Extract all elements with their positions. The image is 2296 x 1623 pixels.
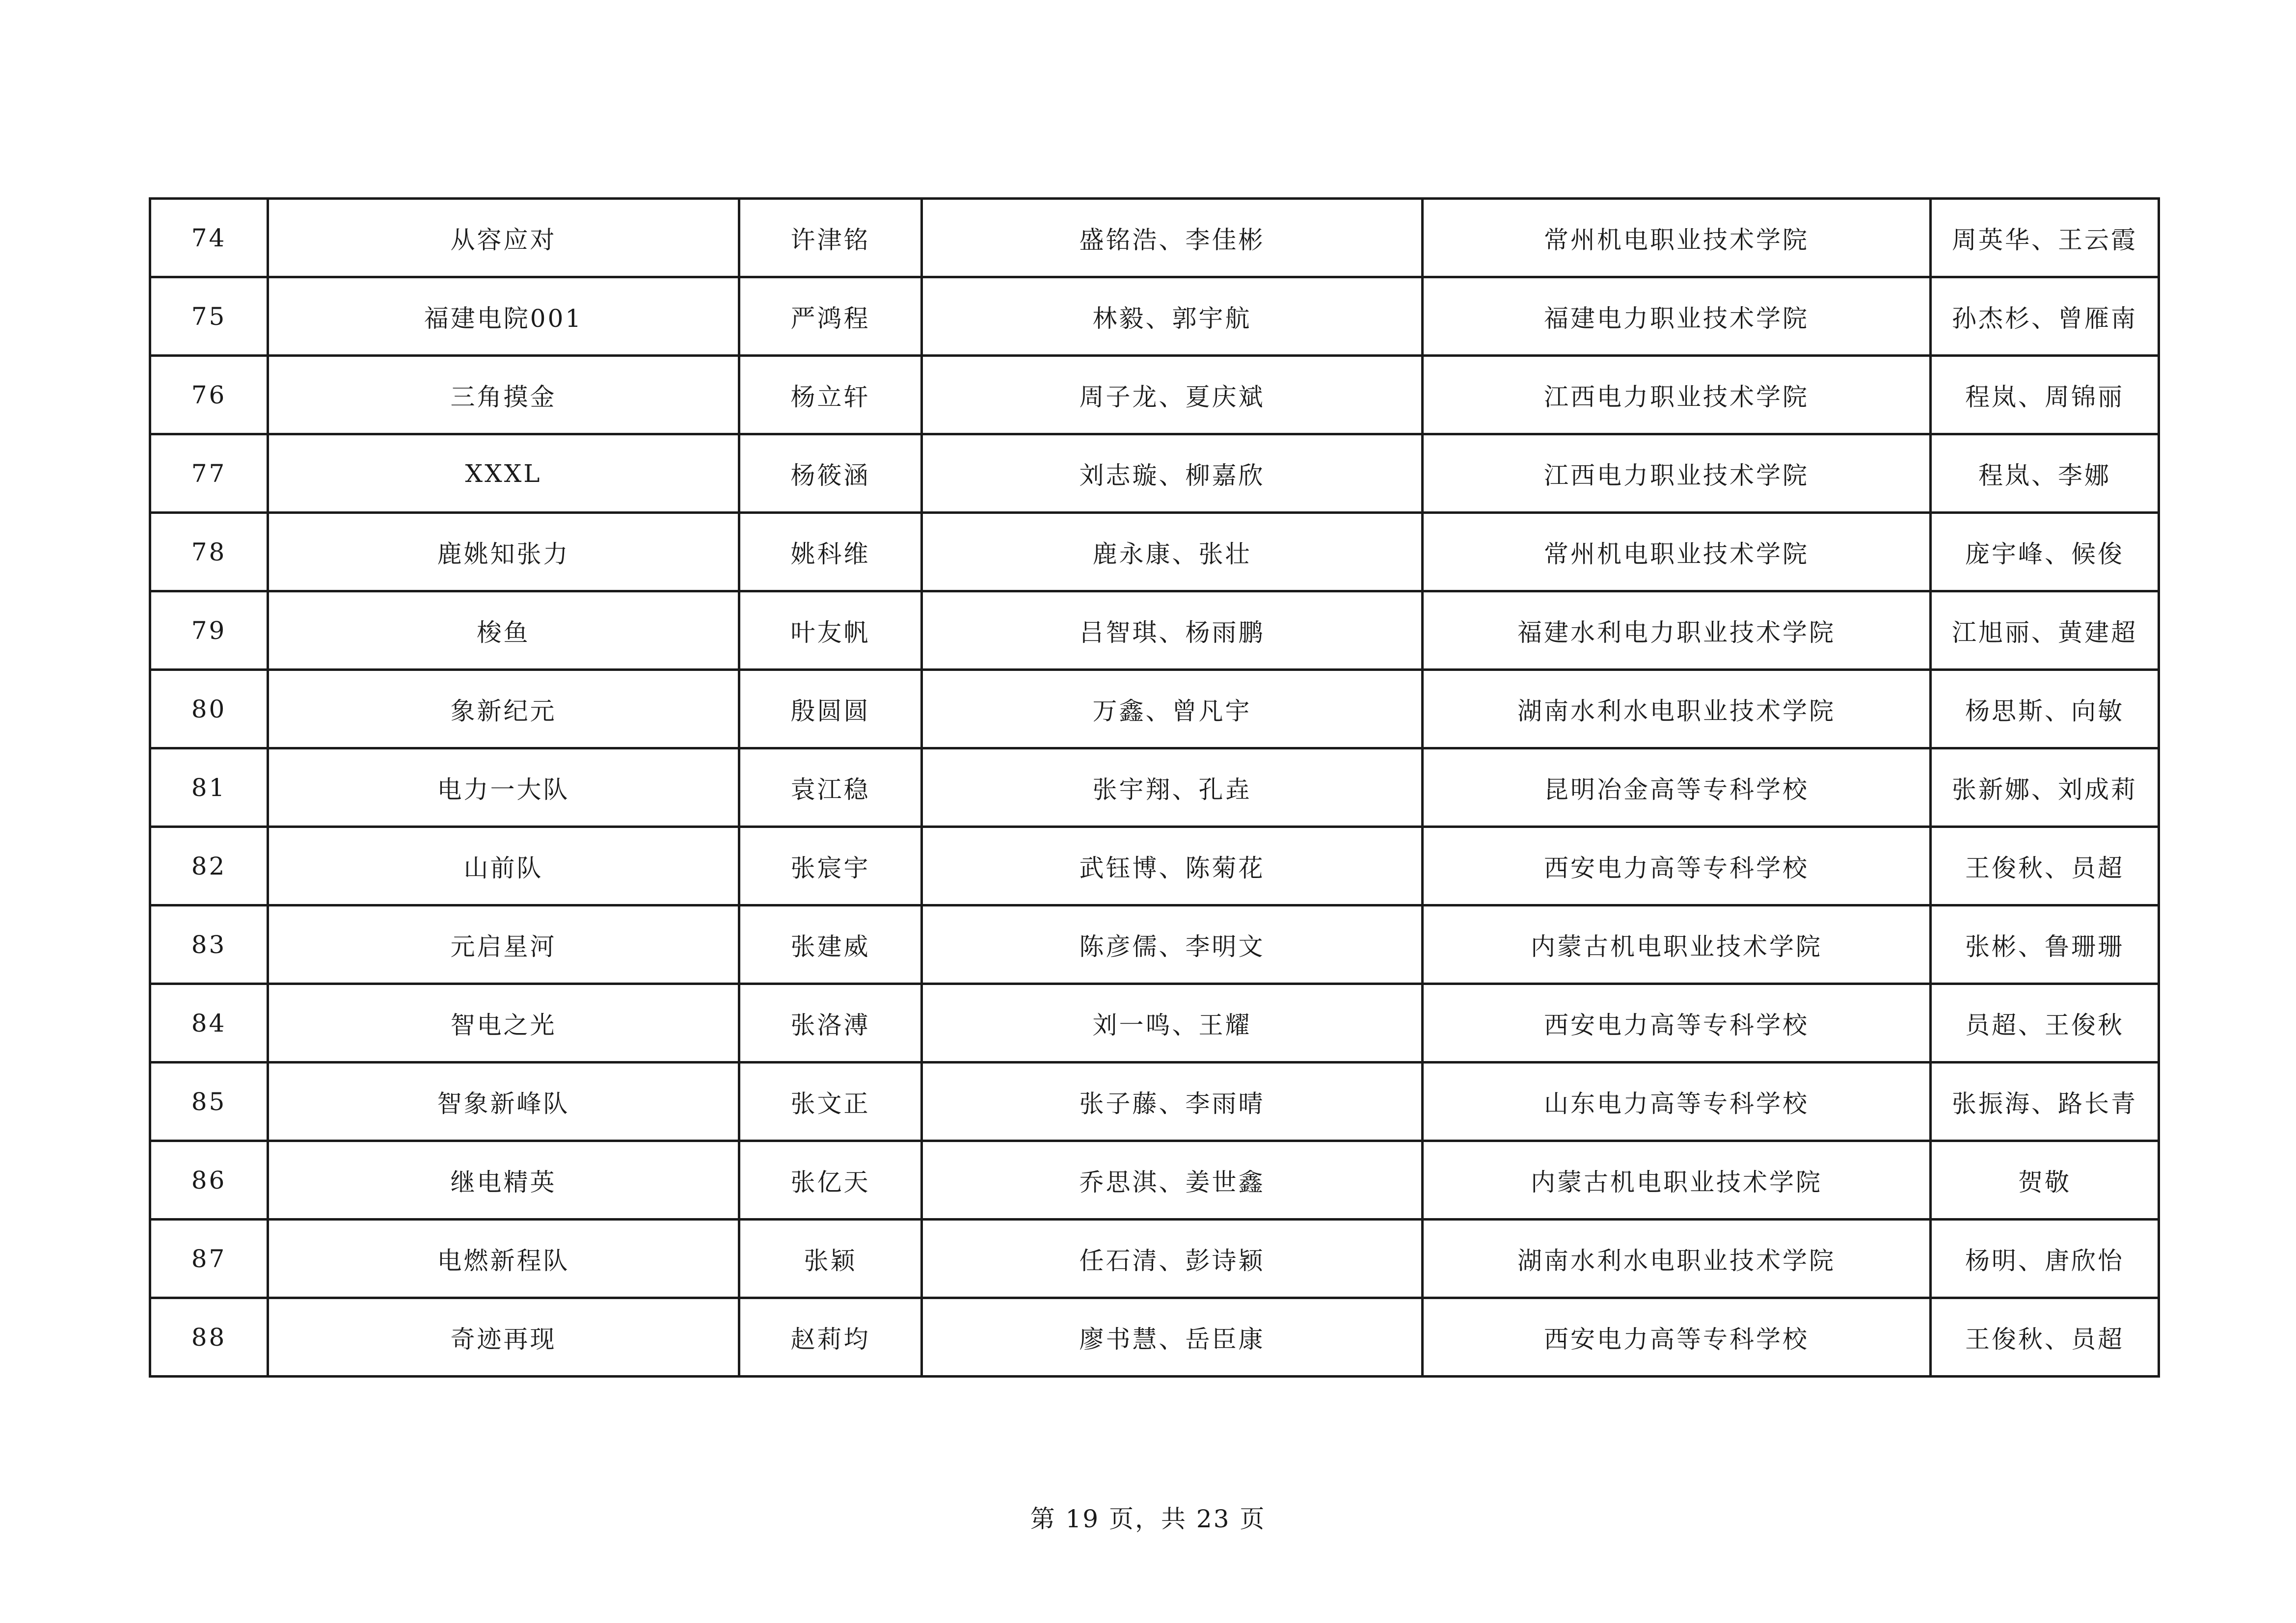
table-row [150,827,2159,905]
table-row [150,434,2159,513]
row-number-cell: 85 [150,1063,268,1141]
table-row [150,1141,2159,1220]
school-name-cell: 江西电力职业技术学院 [1423,434,1931,513]
advisor-cell: 江旭丽、黄建超 [1931,591,2159,670]
team-members-cell: 周子龙、夏庆斌 [922,356,1423,434]
team-name-cell: 梭鱼 [268,591,739,670]
row-number-cell: 87 [150,1220,268,1298]
advisor-cell: 庞宇峰、候俊 [1931,513,2159,591]
team-members-cell: 武钰博、陈菊花 [922,827,1423,905]
team-leader-cell: 袁江稳 [739,748,922,827]
team-leader-cell: 张亿天 [739,1141,922,1220]
team-name-cell: XXXL [268,434,739,513]
team-name-cell: 山前队 [268,827,739,905]
school-name-cell: 常州机电职业技术学院 [1423,513,1931,591]
row-number-cell: 80 [150,670,268,748]
table-row [150,748,2159,827]
team-members-cell: 张子藤、李雨晴 [922,1063,1423,1141]
row-number-cell: 88 [150,1298,268,1377]
table-row [150,513,2159,591]
team-leader-cell: 严鸿程 [739,277,922,356]
table-row [150,1063,2159,1141]
team-leader-cell: 张建威 [739,905,922,984]
row-number-cell: 83 [150,905,268,984]
team-name-cell: 象新纪元 [268,670,739,748]
team-leader-cell: 杨筱涵 [739,434,922,513]
team-name-cell: 奇迹再现 [268,1298,739,1377]
team-leader-cell: 张洛溥 [739,984,922,1063]
table-row [150,277,2159,356]
team-name-cell: 电燃新程队 [268,1220,739,1298]
advisor-cell: 程岚、李娜 [1931,434,2159,513]
team-leader-cell: 张文正 [739,1063,922,1141]
advisor-cell: 张振海、路长青 [1931,1063,2159,1141]
team-name-cell: 元启星河 [268,905,739,984]
row-number-cell: 86 [150,1141,268,1220]
page-footer: 第 19 页，共 23 页 [1030,1505,1266,1533]
school-name-cell: 福建电力职业技术学院 [1423,277,1931,356]
table-row [150,199,2159,277]
team-leader-cell: 张颖 [739,1220,922,1298]
team-name-cell: 智象新峰队 [268,1063,739,1141]
team-name-cell: 从容应对 [268,199,739,277]
team-leader-cell: 张宸宇 [739,827,922,905]
advisor-cell: 张彬、鲁珊珊 [1931,905,2159,984]
advisor-cell: 贺敬 [1931,1141,2159,1220]
school-name-cell: 西安电力高等专科学校 [1423,827,1931,905]
advisor-cell: 员超、王俊秋 [1931,984,2159,1063]
table-row [150,591,2159,670]
school-name-cell: 福建水利电力职业技术学院 [1423,591,1931,670]
team-leader-cell: 杨立轩 [739,356,922,434]
team-leader-cell: 姚科维 [739,513,922,591]
team-members-cell: 鹿永康、张壮 [922,513,1423,591]
roster-table [149,197,2160,1378]
row-number-cell: 77 [150,434,268,513]
row-number-cell: 75 [150,277,268,356]
team-name-cell: 三角摸金 [268,356,739,434]
advisor-cell: 孙杰杉、曾雁南 [1931,277,2159,356]
school-name-cell: 江西电力职业技术学院 [1423,356,1931,434]
table-row [150,905,2159,984]
row-number-cell: 81 [150,748,268,827]
advisor-cell: 王俊秋、员超 [1931,1298,2159,1377]
advisor-cell: 杨明、唐欣怡 [1931,1220,2159,1298]
table-row [150,1298,2159,1377]
table-row [150,670,2159,748]
team-leader-cell: 赵莉均 [739,1298,922,1377]
row-number-cell: 79 [150,591,268,670]
school-name-cell: 西安电力高等专科学校 [1423,984,1931,1063]
table-row [150,356,2159,434]
advisor-cell: 杨思斯、向敏 [1931,670,2159,748]
school-name-cell: 山东电力高等专科学校 [1423,1063,1931,1141]
team-members-cell: 刘志璇、柳嘉欣 [922,434,1423,513]
team-name-cell: 鹿姚知张力 [268,513,739,591]
team-members-cell: 林毅、郭宇航 [922,277,1423,356]
school-name-cell: 湖南水利水电职业技术学院 [1423,670,1931,748]
row-number-cell: 82 [150,827,268,905]
table-row [150,984,2159,1063]
team-name-cell: 继电精英 [268,1141,739,1220]
school-name-cell: 内蒙古机电职业技术学院 [1423,1141,1931,1220]
team-name-cell: 福建电院001 [268,277,739,356]
team-members-cell: 刘一鸣、王耀 [922,984,1423,1063]
team-members-cell: 乔思淇、姜世鑫 [922,1141,1423,1220]
team-members-cell: 万鑫、曾凡宇 [922,670,1423,748]
advisor-cell: 王俊秋、员超 [1931,827,2159,905]
advisor-cell: 张新娜、刘成莉 [1931,748,2159,827]
team-leader-cell: 殷圆圆 [739,670,922,748]
team-members-cell: 盛铭浩、李佳彬 [922,199,1423,277]
school-name-cell: 常州机电职业技术学院 [1423,199,1931,277]
advisor-cell: 程岚、周锦丽 [1931,356,2159,434]
team-leader-cell: 叶友帆 [739,591,922,670]
table-row [150,1220,2159,1298]
team-members-cell: 廖书慧、岳臣康 [922,1298,1423,1377]
team-leader-cell: 许津铭 [739,199,922,277]
school-name-cell: 昆明冶金高等专科学校 [1423,748,1931,827]
team-members-cell: 陈彦儒、李明文 [922,905,1423,984]
school-name-cell: 西安电力高等专科学校 [1423,1298,1931,1377]
team-members-cell: 任石清、彭诗颖 [922,1220,1423,1298]
row-number-cell: 84 [150,984,268,1063]
row-number-cell: 76 [150,356,268,434]
school-name-cell: 湖南水利水电职业技术学院 [1423,1220,1931,1298]
team-members-cell: 吕智琪、杨雨鹏 [922,591,1423,670]
school-name-cell: 内蒙古机电职业技术学院 [1423,905,1931,984]
row-number-cell: 78 [150,513,268,591]
roster-table-body [150,199,2159,1377]
team-name-cell: 智电之光 [268,984,739,1063]
row-number-cell: 74 [150,199,268,277]
team-name-cell: 电力一大队 [268,748,739,827]
team-members-cell: 张宇翔、孔垚 [922,748,1423,827]
advisor-cell: 周英华、王云霞 [1931,199,2159,277]
